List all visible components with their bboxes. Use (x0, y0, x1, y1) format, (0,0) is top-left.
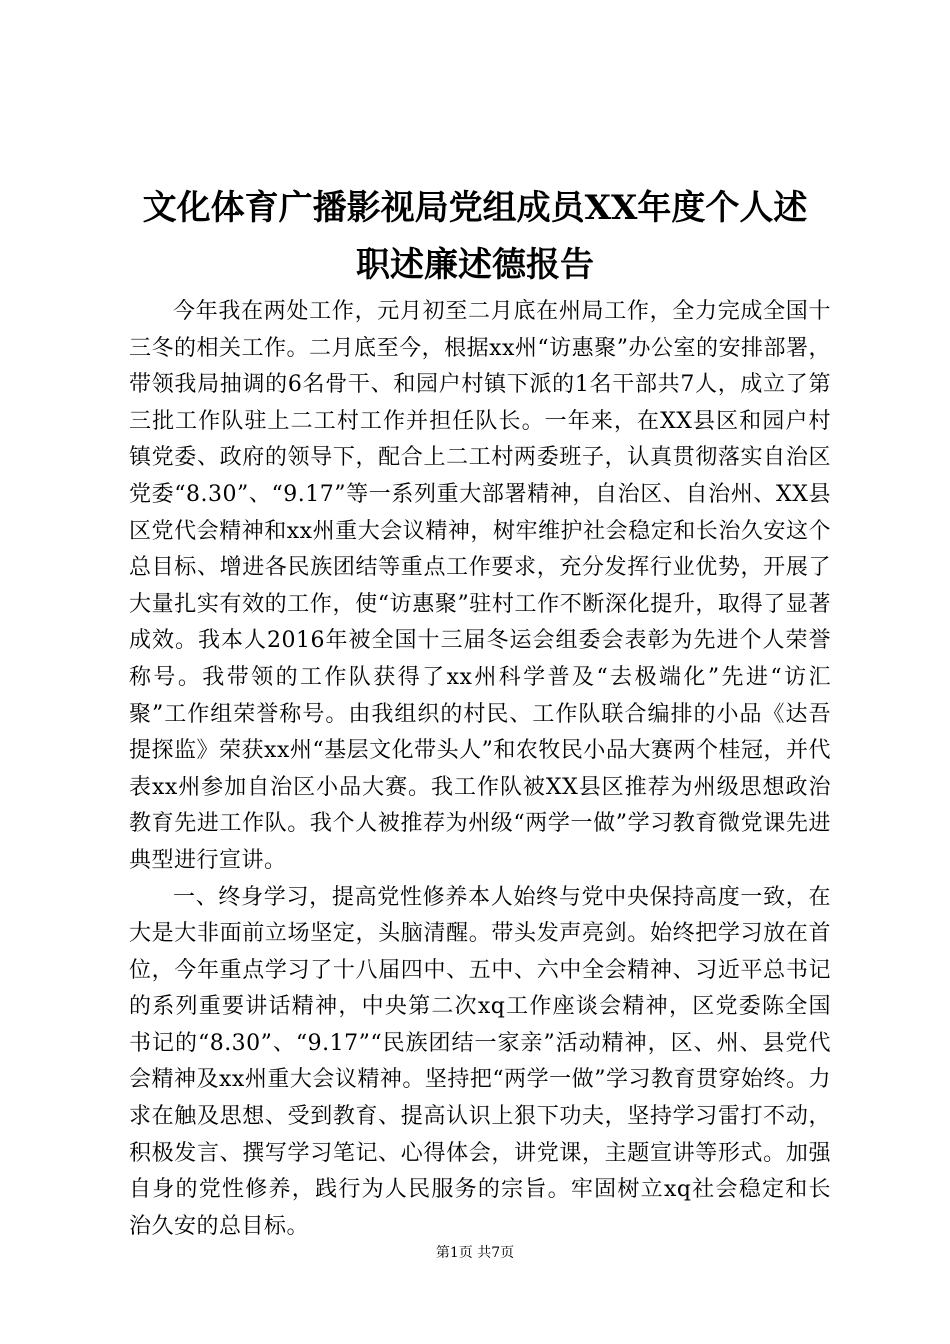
document-body (129, 294, 831, 1245)
document-title-line-2: 职述廉述德报告 (356, 245, 594, 285)
body-paragraph: 今年我在两处工作，元月初至二月底在州局工作，全力完成全国十三冬的相关工作。二月底至今，根据xx州“访惠聚”办公室的安排部署，带领我局抽调的6名骨干、和园户村镇下派的1名干部共7人，成立了第三批工作队驻上二工村工作并担任队长。一年来，在XX县区和园户村镇党委、政府的领导下，配合上二工村两委班子，认真贯彻落实自治区党委“8.30”、“9.17”等一系列重大部署精神，自治区、自治州、XX县区党代会精神和xx州重大会议精神，树牢维护社会稳定和长治久安这个总目标、增进各民族团结等重点工作要求，充分发挥行业优势，开展了大量扎实有效的工作，使“访惠聚”驻村工作不断深化提升，取得了显著成效。我本人2016年被全国十三届冬运会组委会表彰为先进个人荣誉称号。我带领的工作队获得了xx州科学普及“去极端化”先进“访汇聚”工作组荣誉称号。由我组织的村民、工作队联合编排的小品《达吾提探监》荣获xx州“基层文化带头人”和农牧民小品大赛两个桂冠，并代表xx州参加自治区小品大赛。我工作队被XX县区推荐为州级思想政治教育先进工作队。我个人被推荐为州级“两学一做”学习教育微党课先进典型进行宣讲。 (129, 299, 831, 873)
page-number-footer: 第1页 共7页 (435, 1245, 515, 1261)
document-title-line-1: 文化体育广播影视局党组成员XX年度个人述 (142, 188, 808, 228)
body-paragraph: 一、终身学习，提高党性修养本人始终与党中央保持高度一致，在大是大非面前立场坚定，头脑清醒。带头发声亮剑。始终把学习放在首位，今年重点学习了十八届四中、五中、六中全会精神、习近平总书记的系列重要讲话精神，中央第二次xq工作座谈会精神，区党委陈全国书记的“8.30”、“9.17”“民族团结一家亲”活动精神，区、州、县党代会精神及xx州重大会议精神。坚持把“两学一做”学习教育贯穿始终。力求在触及思想、受到教育、提高认识上狠下功夫，坚持学习雷打不动，积极发言、撰写学习笔记、心得体会，讲党课，主题宣讲等形式。加强自身的党性修养，践行为人民服务的宗旨。牢固树立xq社会稳定和长治久安的总目标。 (129, 884, 831, 1239)
